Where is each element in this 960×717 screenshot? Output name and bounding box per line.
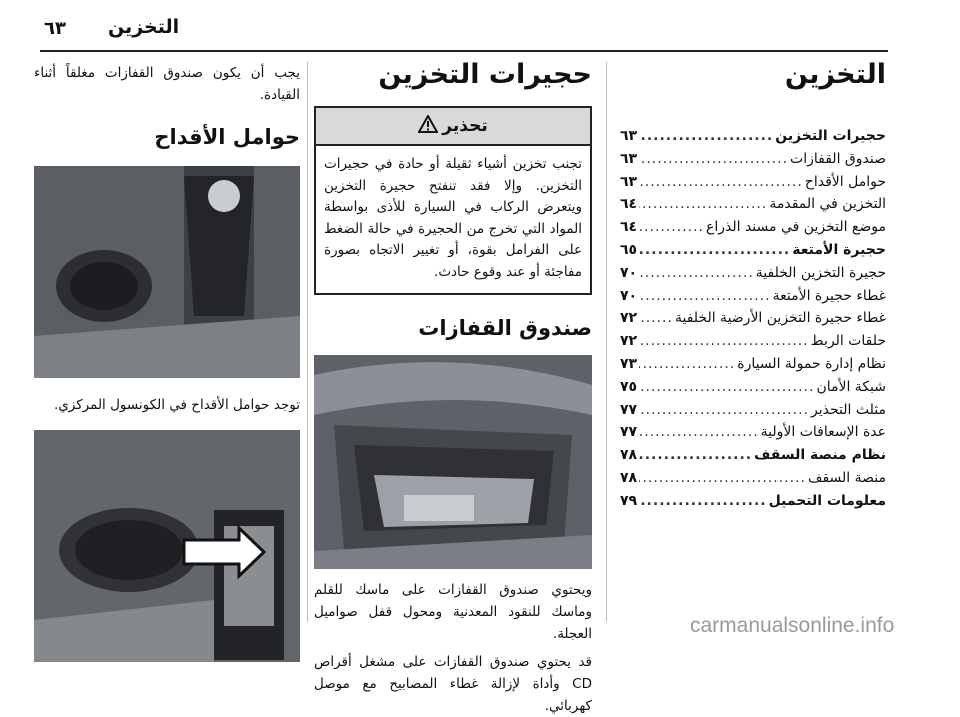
toc-item[interactable] [620,288,886,311]
toc-item[interactable] [620,493,886,516]
column-divider [606,62,607,622]
toc-item-label: غطاء حجيرة التخزين الأرضية الخلفية [674,310,886,327]
warning-header [316,108,590,146]
toc-item[interactable] [620,151,886,174]
toc-leader-dots [639,265,754,281]
cupholders-text: توجد حوامل الأقداح في الكونسول المركزي. [53,397,300,413]
cupholder-photo-bottom [34,430,300,662]
toc-item-label: حوامل الأقداح [804,173,886,190]
glovebox-closed-note: يجب أن يكون صندوق القفازات مغلقاً أثناء القيادة. [34,65,300,103]
toc-item-page: ٧٢ [620,333,638,350]
toc-item-label: عدة الإسعافات الأولية [760,424,886,441]
toc-column [620,58,886,516]
toc-leader-dots [639,219,704,235]
toc-item[interactable] [620,265,886,288]
warning-box [314,106,592,295]
toc-item[interactable] [620,128,886,151]
toc-list [620,128,886,516]
toc-item-page: ٦٣ [620,173,638,190]
warning-text: تجنب تخزين أشياء ثقيلة أو حادة في حجيرات التخزين. وإلا فقد تنفتح حجيرة التخزين ويتعرض الركاب في السيارة للأذى بواسطة المواد التي تخرج من الحجيرة في حالة الضغط على الفرامل بقوة، أو تغيير الاتجاه بصورة مفاجئة أو عند وقوع حادث. [324,156,582,280]
toc-item-label: صندوق القفازات [790,150,886,167]
toc-item-label: مثلث التحذير [811,401,886,418]
toc-leader-dots [639,402,809,418]
cupholders-heading: حوامل الأقداح [154,125,300,149]
toc-leader-dots [639,128,773,144]
toc-item-page: ٦٤ [620,219,638,236]
toc-item[interactable] [620,470,886,493]
toc-item-page: ٧٩ [620,492,638,509]
toc-item-page: ٧٢ [620,310,638,327]
toc-item-page: ٧٨ [620,447,638,464]
toc-item[interactable] [620,174,886,197]
toc-item-page: ٦٥ [620,241,638,258]
toc-item-label: حلقات الربط [810,333,886,350]
storage-column [314,58,592,717]
toc-leader-dots [639,333,809,349]
toc-leader-dots [639,447,752,463]
toc-item[interactable] [620,333,886,356]
toc-item-label: حجيرة التخزين الخلفية [755,264,886,281]
glovebox-text-2: قد يحتوي صندوق القفازات على مشغل أقراص CD وأداة لإزالة غطاء المصابيح مع موصل كهربائي. [314,654,592,714]
toc-item[interactable] [620,402,886,425]
column-divider [307,62,308,622]
toc-item[interactable] [620,447,886,470]
toc-item-label: منصة السقف [807,469,886,486]
toc-leader-dots [639,242,790,258]
toc-item-page: ٧٥ [620,378,638,395]
toc-item[interactable] [620,310,886,333]
glovebox-text-1: ويحتوي صندوق القفازات على ماسك للقلم وماسك للنقود المعدنية ومحول قفل صواميل العجلة. [314,582,592,642]
page-number: ٦٣ [44,18,66,39]
watermark-text: carmanualsonline.info [690,614,895,637]
toc-leader-dots [639,470,806,486]
toc-item-page: ٧٧ [620,401,638,418]
toc-item-page: ٧٨ [620,469,638,486]
toc-leader-dots [639,379,814,395]
toc-item-page: ٧٣ [620,355,638,372]
toc-item-label: التخزين في المقدمة [769,196,886,213]
toc-item-page: ٧٧ [620,424,638,441]
toc-item-label: غطاء حجيرة الأمتعة [772,287,886,304]
toc-leader-dots [639,493,767,509]
toc-item[interactable] [620,356,886,379]
toc-item-page: ٦٣ [620,150,638,167]
toc-item-label: نظام إدارة حمولة السيارة [737,355,886,372]
glovebox-photo [314,355,592,569]
warning-triangle-icon [418,115,438,138]
toc-item-label: موضع التخزين في مسند الذراع [706,219,886,236]
toc-item-page: ٦٣ [620,128,638,144]
toc-item[interactable] [620,242,886,265]
toc-item[interactable] [620,196,886,219]
toc-item-label: شبكة الأمان [816,378,886,395]
toc-heading: التخزين [784,59,886,90]
toc-item-page: ٧٠ [620,287,638,304]
cupholder-column [34,58,300,662]
toc-leader-dots [639,151,788,167]
toc-leader-dots [639,174,803,190]
toc-item-label: حجيرة الأمتعة [792,241,886,258]
toc-item[interactable] [620,379,886,402]
running-title: التخزين [108,16,180,38]
toc-leader-dots [639,424,759,440]
toc-item-label: نظام منصة السقف [754,447,886,464]
warning-title: تحذير [442,116,488,136]
toc-leader-dots [639,196,767,212]
toc-item-label: معلومات التحميل [768,492,886,509]
toc-item[interactable] [620,219,886,242]
cupholder-photo-top [34,166,300,378]
toc-item-label: حجيرات التخزين [775,128,886,144]
toc-leader-dots [639,288,771,304]
top-rule [40,50,888,52]
toc-item[interactable] [620,424,886,447]
toc-leader-dots [639,310,673,326]
toc-item-page: ٧٠ [620,264,638,281]
toc-leader-dots [639,356,735,372]
glovebox-heading: صندوق القفازات [418,316,592,340]
toc-item-page: ٦٤ [620,196,638,213]
storage-heading: حجيرات التخزين [378,59,592,90]
